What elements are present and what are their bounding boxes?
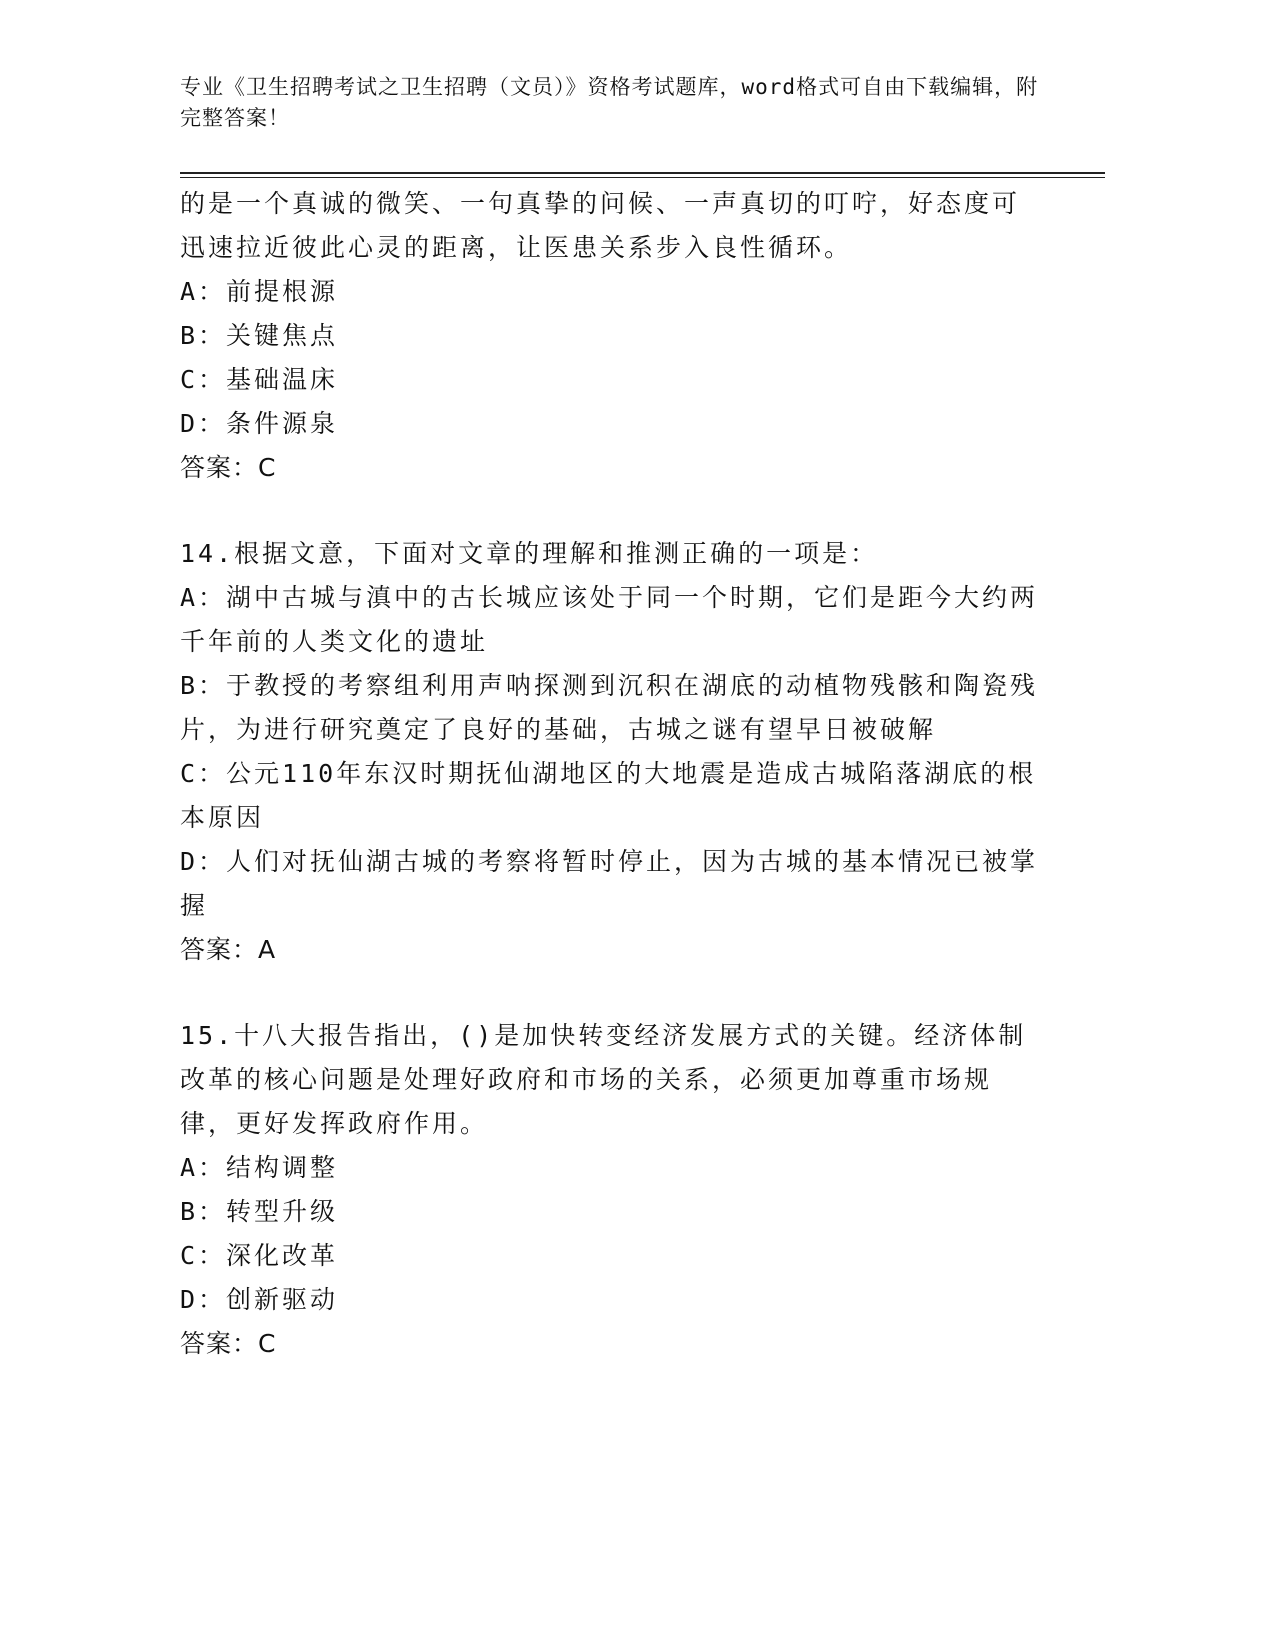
option-a: A：结构调整	[180, 1153, 339, 1182]
question-14	[180, 532, 1040, 972]
option-b: B：于教授的考察组利用声呐探测到沉积在湖底的动植物残骸和陶瓷残片，为进行研究奠定了良好的基础，古城之谜有望早日被破解	[180, 671, 1039, 744]
option-a: A：前提根源	[180, 277, 339, 306]
option-d: D：创新驱动	[180, 1285, 339, 1314]
question-13	[180, 182, 1040, 490]
header-text: 专业《卫生招聘考试之卫生招聘（文员）》资格考试题库，word格式可自由下载编辑，附完整答案！	[180, 75, 1039, 130]
document-header	[180, 72, 1040, 134]
answer-line: 答案：A	[180, 935, 277, 964]
question-gap	[180, 490, 1040, 532]
option-b: B：关键焦点	[180, 321, 339, 350]
answer-line: 答案：C	[180, 453, 277, 482]
answer-line: 答案：C	[180, 1329, 277, 1358]
option-a: A：湖中古城与滇中的古长城应该处于同一个时期，它们是距今大约两千年前的人类文化的遗址	[180, 583, 1039, 656]
option-b: B：转型升级	[180, 1197, 339, 1226]
question-stem: 的是一个真诚的微笑、一句真挚的问候、一声真切的叮咛，好态度可迅速拉近彼此心灵的距离，让医患关系步入良性循环。	[180, 189, 1021, 262]
option-c: C：基础温床	[180, 365, 339, 394]
question-15	[180, 1014, 1040, 1366]
option-c: C：深化改革	[180, 1241, 339, 1270]
header-rule-thick	[180, 172, 1105, 174]
question-stem: 14.根据文意，下面对文章的理解和推测正确的一项是：	[180, 539, 879, 568]
header-rule-thin	[180, 177, 1105, 178]
question-stem: 15.十八大报告指出，()是加快转变经济发展方式的关键。经济体制改革的核心问题是处理好政府和市场的关系，必须更加尊重市场规律，更好发挥政府作用。	[180, 1021, 1027, 1138]
question-content	[180, 182, 1040, 1366]
question-gap	[180, 972, 1040, 1014]
option-c: C：公元110年东汉时期抚仙湖地区的大地震是造成古城陷落湖底的根本原因	[180, 759, 1037, 832]
option-d: D：条件源泉	[180, 409, 339, 438]
option-d: D：人们对抚仙湖古城的考察将暂时停止，因为古城的基本情况已被掌握	[180, 847, 1039, 920]
